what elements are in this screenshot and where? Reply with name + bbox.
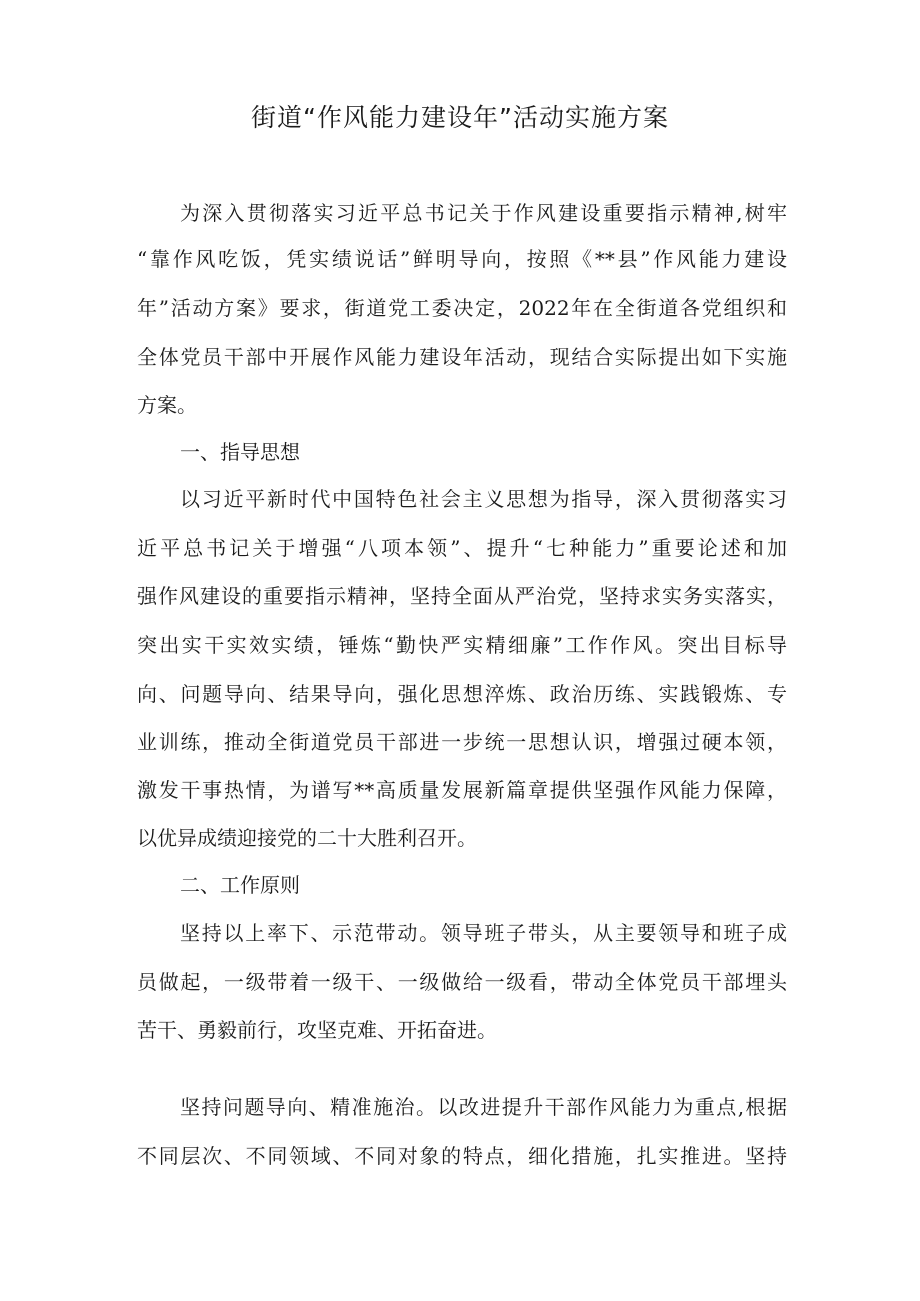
text-line: 年”活动方案》要求，街道党工委决定，2022年在全街道各党组织和 — [137, 296, 787, 320]
section-heading: 一、指导思想 — [180, 440, 300, 464]
text-line: 以习近平新时代中国特色社会主义思想为指导，深入贯彻落实习 — [180, 487, 787, 511]
text-line: 方案。 — [137, 393, 197, 417]
document-title: 街道“作风能力建设年”活动实施方案 — [251, 103, 669, 132]
text-line: 突出实干实效实绩，锤炼“勤快严实精细廉”工作作风。突出目标导 — [137, 633, 787, 657]
text-line: 不同层次、不同领域、不同对象的特点，细化措施，扎实推进。坚持 — [137, 1144, 787, 1168]
text-line: “靠作风吃饭，凭实绩说话”鲜明导向，按照《**县”作风能力建设 — [137, 247, 787, 271]
text-line: 员做起，一级带着一级干、一级做给一级看，带动全体党员干部埋头 — [137, 970, 787, 994]
text-line: 苦干、勇毅前行，攻坚克难、开拓奋进。 — [137, 1018, 497, 1042]
section-heading: 二、工作原则 — [180, 873, 300, 897]
text-line: 为深入贯彻落实习近平总书记关于作风建设重要指示精神,树牢 — [180, 201, 787, 225]
text-line: 坚持以上率下、示范带动。领导班子带头，从主要领导和班子成 — [180, 921, 787, 945]
text-line: 业训练，推动全街道党员干部进一步统一思想认识，增强过硬本领， — [137, 730, 787, 754]
text-line: 近平总书记关于增强“八项本领”、提升“七种能力”重要论述和加 — [137, 536, 787, 560]
text-line: 坚持问题导向、精准施治。以改进提升干部作风能力为重点,根据 — [180, 1095, 787, 1119]
text-line: 向、问题导向、结果导向，强化思想淬炼、政治历练、实践锻炼、专 — [137, 682, 787, 706]
text-line: 以优异成绩迎接党的二十大胜利召开。 — [137, 826, 477, 850]
text-line: 激发干事热情，为谱写**高质量发展新篇章提供坚强作风能力保障， — [137, 778, 787, 802]
text-line: 全体党员干部中开展作风能力建设年活动，现结合实际提出如下实施 — [137, 345, 787, 369]
text-line: 强作风建设的重要指示精神，坚持全面从严治党，坚持求实务实落实， — [137, 584, 787, 608]
